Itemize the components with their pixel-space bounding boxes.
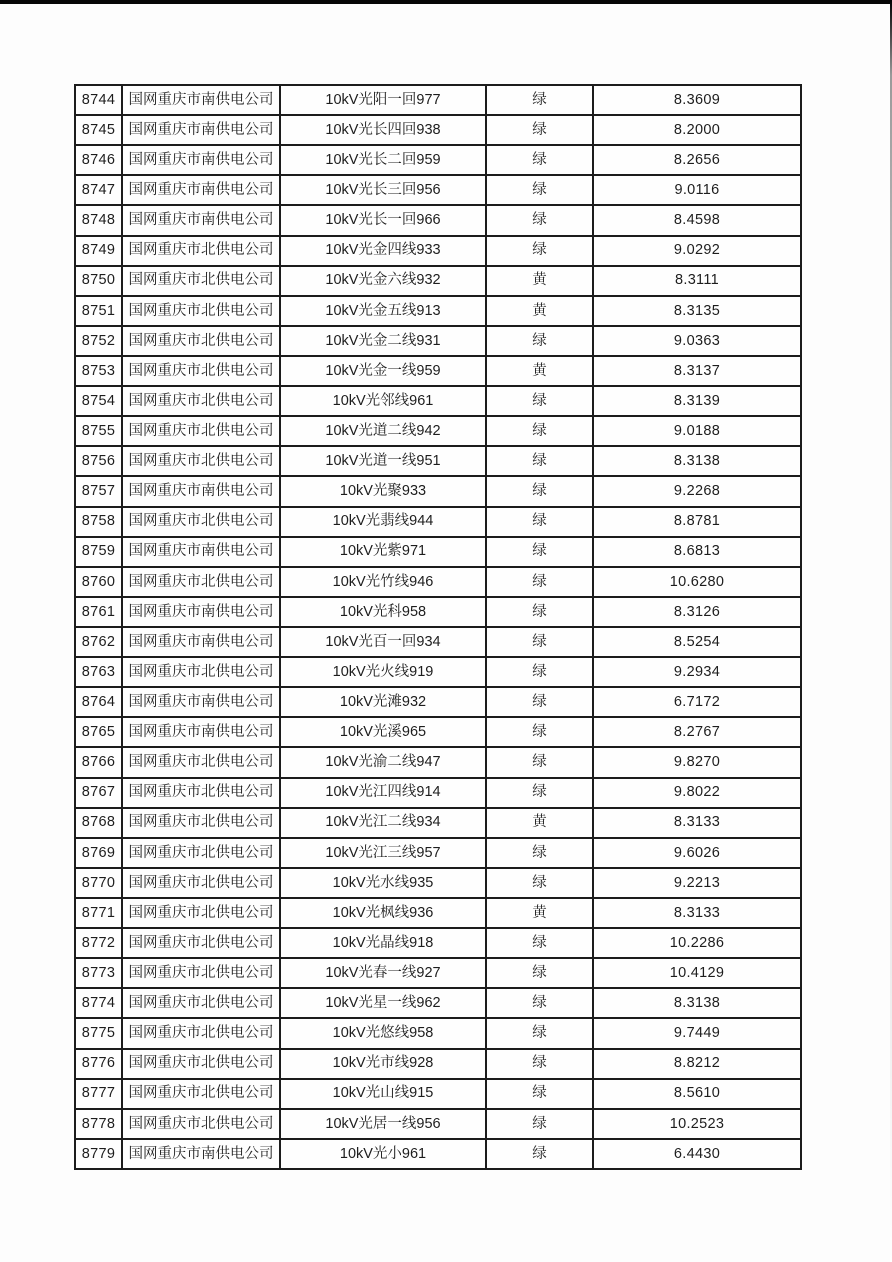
table-row (75, 627, 801, 657)
table-row (75, 687, 801, 717)
table-row (75, 145, 801, 175)
line-name-cell: 10kV光科958 (280, 597, 486, 627)
value-cell: 8.3609 (593, 85, 801, 115)
company-cell: 国网重庆市南供电公司 (122, 205, 280, 235)
line-name-cell: 10kV光渝二线947 (280, 747, 486, 777)
table-row (75, 567, 801, 597)
value-cell: 10.6280 (593, 567, 801, 597)
row-id-cell: 8758 (75, 507, 122, 537)
table-row (75, 747, 801, 777)
table-row (75, 175, 801, 205)
status-cell: 黄 (486, 266, 593, 296)
table-row (75, 507, 801, 537)
line-name-cell: 10kV光道一线951 (280, 446, 486, 476)
table-row (75, 597, 801, 627)
value-cell: 8.5254 (593, 627, 801, 657)
status-cell: 绿 (486, 386, 593, 416)
status-cell: 黄 (486, 898, 593, 928)
value-cell: 9.0188 (593, 416, 801, 446)
row-id-cell: 8765 (75, 717, 122, 747)
status-cell: 绿 (486, 958, 593, 988)
company-cell: 国网重庆市南供电公司 (122, 717, 280, 747)
table-row (75, 386, 801, 416)
status-cell: 绿 (486, 175, 593, 205)
row-id-cell: 8770 (75, 868, 122, 898)
company-cell: 国网重庆市北供电公司 (122, 446, 280, 476)
table-row (75, 446, 801, 476)
row-id-cell: 8748 (75, 205, 122, 235)
line-name-cell: 10kV光星一线962 (280, 988, 486, 1018)
status-cell: 绿 (486, 416, 593, 446)
value-cell: 8.3133 (593, 808, 801, 838)
table-row (75, 808, 801, 838)
table-row (75, 85, 801, 115)
value-cell: 9.6026 (593, 838, 801, 868)
status-cell: 绿 (486, 988, 593, 1018)
table-row (75, 236, 801, 266)
value-cell: 9.0116 (593, 175, 801, 205)
row-id-cell: 8775 (75, 1018, 122, 1048)
status-cell: 黄 (486, 296, 593, 326)
line-name-cell: 10kV光阳一回977 (280, 85, 486, 115)
table-row (75, 537, 801, 567)
line-name-cell: 10kV光市线928 (280, 1049, 486, 1079)
table-row (75, 356, 801, 386)
line-name-cell: 10kV光道二线942 (280, 416, 486, 446)
status-cell: 绿 (486, 868, 593, 898)
table-row (75, 296, 801, 326)
row-id-cell: 8747 (75, 175, 122, 205)
line-name-cell: 10kV光翡线944 (280, 507, 486, 537)
company-cell: 国网重庆市南供电公司 (122, 85, 280, 115)
status-cell: 绿 (486, 205, 593, 235)
line-name-cell: 10kV光金一线959 (280, 356, 486, 386)
company-cell: 国网重庆市北供电公司 (122, 988, 280, 1018)
row-id-cell: 8779 (75, 1139, 122, 1169)
company-cell: 国网重庆市南供电公司 (122, 175, 280, 205)
value-cell: 8.3111 (593, 266, 801, 296)
value-cell: 10.2523 (593, 1109, 801, 1139)
row-id-cell: 8754 (75, 386, 122, 416)
company-cell: 国网重庆市北供电公司 (122, 808, 280, 838)
status-cell: 绿 (486, 1018, 593, 1048)
status-cell: 绿 (486, 627, 593, 657)
status-cell: 黄 (486, 356, 593, 386)
company-cell: 国网重庆市北供电公司 (122, 657, 280, 687)
status-cell: 绿 (486, 747, 593, 777)
row-id-cell: 8751 (75, 296, 122, 326)
company-cell: 国网重庆市南供电公司 (122, 145, 280, 175)
value-cell: 9.0292 (593, 236, 801, 266)
status-cell: 绿 (486, 1139, 593, 1169)
company-cell: 国网重庆市北供电公司 (122, 416, 280, 446)
line-name-cell: 10kV光竹线946 (280, 567, 486, 597)
line-name-cell: 10kV光枫线936 (280, 898, 486, 928)
row-id-cell: 8776 (75, 1049, 122, 1079)
table-row (75, 868, 801, 898)
company-cell: 国网重庆市南供电公司 (122, 537, 280, 567)
line-name-cell: 10kV光山线915 (280, 1079, 486, 1109)
value-cell: 8.2656 (593, 145, 801, 175)
status-cell: 绿 (486, 657, 593, 687)
company-cell: 国网重庆市北供电公司 (122, 928, 280, 958)
company-cell: 国网重庆市北供电公司 (122, 838, 280, 868)
row-id-cell: 8763 (75, 657, 122, 687)
line-name-cell: 10kV光百一回934 (280, 627, 486, 657)
value-cell: 8.3135 (593, 296, 801, 326)
company-cell: 国网重庆市南供电公司 (122, 627, 280, 657)
company-cell: 国网重庆市北供电公司 (122, 386, 280, 416)
line-name-cell: 10kV光金四线933 (280, 236, 486, 266)
line-name-cell: 10kV光悠线958 (280, 1018, 486, 1048)
value-cell: 8.3133 (593, 898, 801, 928)
company-cell: 国网重庆市北供电公司 (122, 507, 280, 537)
table-row (75, 988, 801, 1018)
table-row (75, 1139, 801, 1169)
status-cell: 绿 (486, 236, 593, 266)
value-cell: 8.8781 (593, 507, 801, 537)
value-cell: 8.3138 (593, 446, 801, 476)
status-cell: 绿 (486, 145, 593, 175)
page-top-rule (0, 0, 892, 4)
value-cell: 9.8022 (593, 778, 801, 808)
row-id-cell: 8753 (75, 356, 122, 386)
status-cell: 绿 (486, 1049, 593, 1079)
table-row (75, 266, 801, 296)
status-cell: 绿 (486, 1109, 593, 1139)
table-row (75, 1049, 801, 1079)
status-cell: 绿 (486, 687, 593, 717)
company-cell: 国网重庆市北供电公司 (122, 1109, 280, 1139)
value-cell: 9.2268 (593, 476, 801, 506)
row-id-cell: 8761 (75, 597, 122, 627)
line-name-cell: 10kV光火线919 (280, 657, 486, 687)
line-name-cell: 10kV光江四线914 (280, 778, 486, 808)
value-cell: 8.2767 (593, 717, 801, 747)
line-name-cell: 10kV光长二回959 (280, 145, 486, 175)
line-name-cell: 10kV光水线935 (280, 868, 486, 898)
table-row (75, 476, 801, 506)
company-cell: 国网重庆市北供电公司 (122, 747, 280, 777)
status-cell: 绿 (486, 446, 593, 476)
row-id-cell: 8774 (75, 988, 122, 1018)
value-cell: 8.8212 (593, 1049, 801, 1079)
line-name-cell: 10kV光金六线932 (280, 266, 486, 296)
table-row (75, 1109, 801, 1139)
row-id-cell: 8757 (75, 476, 122, 506)
line-name-cell: 10kV光长一回966 (280, 205, 486, 235)
value-cell: 8.6813 (593, 537, 801, 567)
row-id-cell: 8778 (75, 1109, 122, 1139)
company-cell: 国网重庆市北供电公司 (122, 266, 280, 296)
row-id-cell: 8750 (75, 266, 122, 296)
company-cell: 国网重庆市南供电公司 (122, 1139, 280, 1169)
table-row (75, 1079, 801, 1109)
value-cell: 9.7449 (593, 1018, 801, 1048)
line-name-cell: 10kV光小961 (280, 1139, 486, 1169)
value-cell: 8.3138 (593, 988, 801, 1018)
company-cell: 国网重庆市北供电公司 (122, 1049, 280, 1079)
table-row (75, 898, 801, 928)
value-cell: 10.2286 (593, 928, 801, 958)
company-cell: 国网重庆市北供电公司 (122, 356, 280, 386)
table-row (75, 1018, 801, 1048)
company-cell: 国网重庆市北供电公司 (122, 868, 280, 898)
status-cell: 绿 (486, 717, 593, 747)
value-cell: 8.3137 (593, 356, 801, 386)
company-cell: 国网重庆市南供电公司 (122, 115, 280, 145)
company-cell: 国网重庆市北供电公司 (122, 1018, 280, 1048)
row-id-cell: 8772 (75, 928, 122, 958)
status-cell: 绿 (486, 1079, 593, 1109)
status-cell: 绿 (486, 476, 593, 506)
status-cell: 绿 (486, 928, 593, 958)
status-cell: 绿 (486, 567, 593, 597)
company-cell: 国网重庆市北供电公司 (122, 778, 280, 808)
status-cell: 绿 (486, 537, 593, 567)
value-cell: 9.8270 (593, 747, 801, 777)
table-row (75, 778, 801, 808)
row-id-cell: 8745 (75, 115, 122, 145)
value-cell: 10.4129 (593, 958, 801, 988)
company-cell: 国网重庆市北供电公司 (122, 236, 280, 266)
table-row (75, 958, 801, 988)
value-cell: 9.0363 (593, 326, 801, 356)
table-row (75, 115, 801, 145)
status-cell: 绿 (486, 838, 593, 868)
status-cell: 黄 (486, 808, 593, 838)
table-row (75, 416, 801, 446)
row-id-cell: 8777 (75, 1079, 122, 1109)
table-row (75, 326, 801, 356)
company-cell: 国网重庆市北供电公司 (122, 567, 280, 597)
table-body (75, 85, 801, 1169)
line-name-cell: 10kV光长三回956 (280, 175, 486, 205)
row-id-cell: 8773 (75, 958, 122, 988)
value-cell: 6.4430 (593, 1139, 801, 1169)
line-name-cell: 10kV光溪965 (280, 717, 486, 747)
status-cell: 绿 (486, 85, 593, 115)
row-id-cell: 8756 (75, 446, 122, 476)
line-name-cell: 10kV光江三线957 (280, 838, 486, 868)
value-cell: 9.2934 (593, 657, 801, 687)
row-id-cell: 8762 (75, 627, 122, 657)
row-id-cell: 8759 (75, 537, 122, 567)
line-name-cell: 10kV光居一线956 (280, 1109, 486, 1139)
company-cell: 国网重庆市南供电公司 (122, 687, 280, 717)
table-row (75, 657, 801, 687)
line-name-cell: 10kV光长四回938 (280, 115, 486, 145)
line-name-cell: 10kV光紫971 (280, 537, 486, 567)
company-cell: 国网重庆市北供电公司 (122, 1079, 280, 1109)
status-cell: 绿 (486, 597, 593, 627)
row-id-cell: 8760 (75, 567, 122, 597)
row-id-cell: 8769 (75, 838, 122, 868)
row-id-cell: 8771 (75, 898, 122, 928)
status-cell: 绿 (486, 778, 593, 808)
line-name-cell: 10kV光金五线913 (280, 296, 486, 326)
row-id-cell: 8744 (75, 85, 122, 115)
company-cell: 国网重庆市北供电公司 (122, 296, 280, 326)
row-id-cell: 8767 (75, 778, 122, 808)
company-cell: 国网重庆市南供电公司 (122, 597, 280, 627)
line-name-cell: 10kV光晶线918 (280, 928, 486, 958)
table-row (75, 717, 801, 747)
row-id-cell: 8749 (75, 236, 122, 266)
row-id-cell: 8764 (75, 687, 122, 717)
value-cell: 6.7172 (593, 687, 801, 717)
status-cell: 绿 (486, 115, 593, 145)
company-cell: 国网重庆市北供电公司 (122, 958, 280, 988)
row-id-cell: 8766 (75, 747, 122, 777)
status-cell: 绿 (486, 507, 593, 537)
line-name-cell: 10kV光滩932 (280, 687, 486, 717)
table-row (75, 205, 801, 235)
line-name-cell: 10kV光春一线927 (280, 958, 486, 988)
company-cell: 国网重庆市南供电公司 (122, 476, 280, 506)
company-cell: 国网重庆市北供电公司 (122, 326, 280, 356)
value-cell: 8.3126 (593, 597, 801, 627)
row-id-cell: 8746 (75, 145, 122, 175)
line-name-cell: 10kV光江二线934 (280, 808, 486, 838)
value-cell: 8.3139 (593, 386, 801, 416)
value-cell: 8.4598 (593, 205, 801, 235)
value-cell: 8.5610 (593, 1079, 801, 1109)
line-name-cell: 10kV光聚933 (280, 476, 486, 506)
value-cell: 9.2213 (593, 868, 801, 898)
table-row (75, 928, 801, 958)
row-id-cell: 8752 (75, 326, 122, 356)
status-cell: 绿 (486, 326, 593, 356)
row-id-cell: 8768 (75, 808, 122, 838)
company-cell: 国网重庆市北供电公司 (122, 898, 280, 928)
row-id-cell: 8755 (75, 416, 122, 446)
power-line-table (74, 84, 802, 1170)
value-cell: 8.2000 (593, 115, 801, 145)
table-row (75, 838, 801, 868)
line-name-cell: 10kV光金二线931 (280, 326, 486, 356)
line-name-cell: 10kV光邻线961 (280, 386, 486, 416)
